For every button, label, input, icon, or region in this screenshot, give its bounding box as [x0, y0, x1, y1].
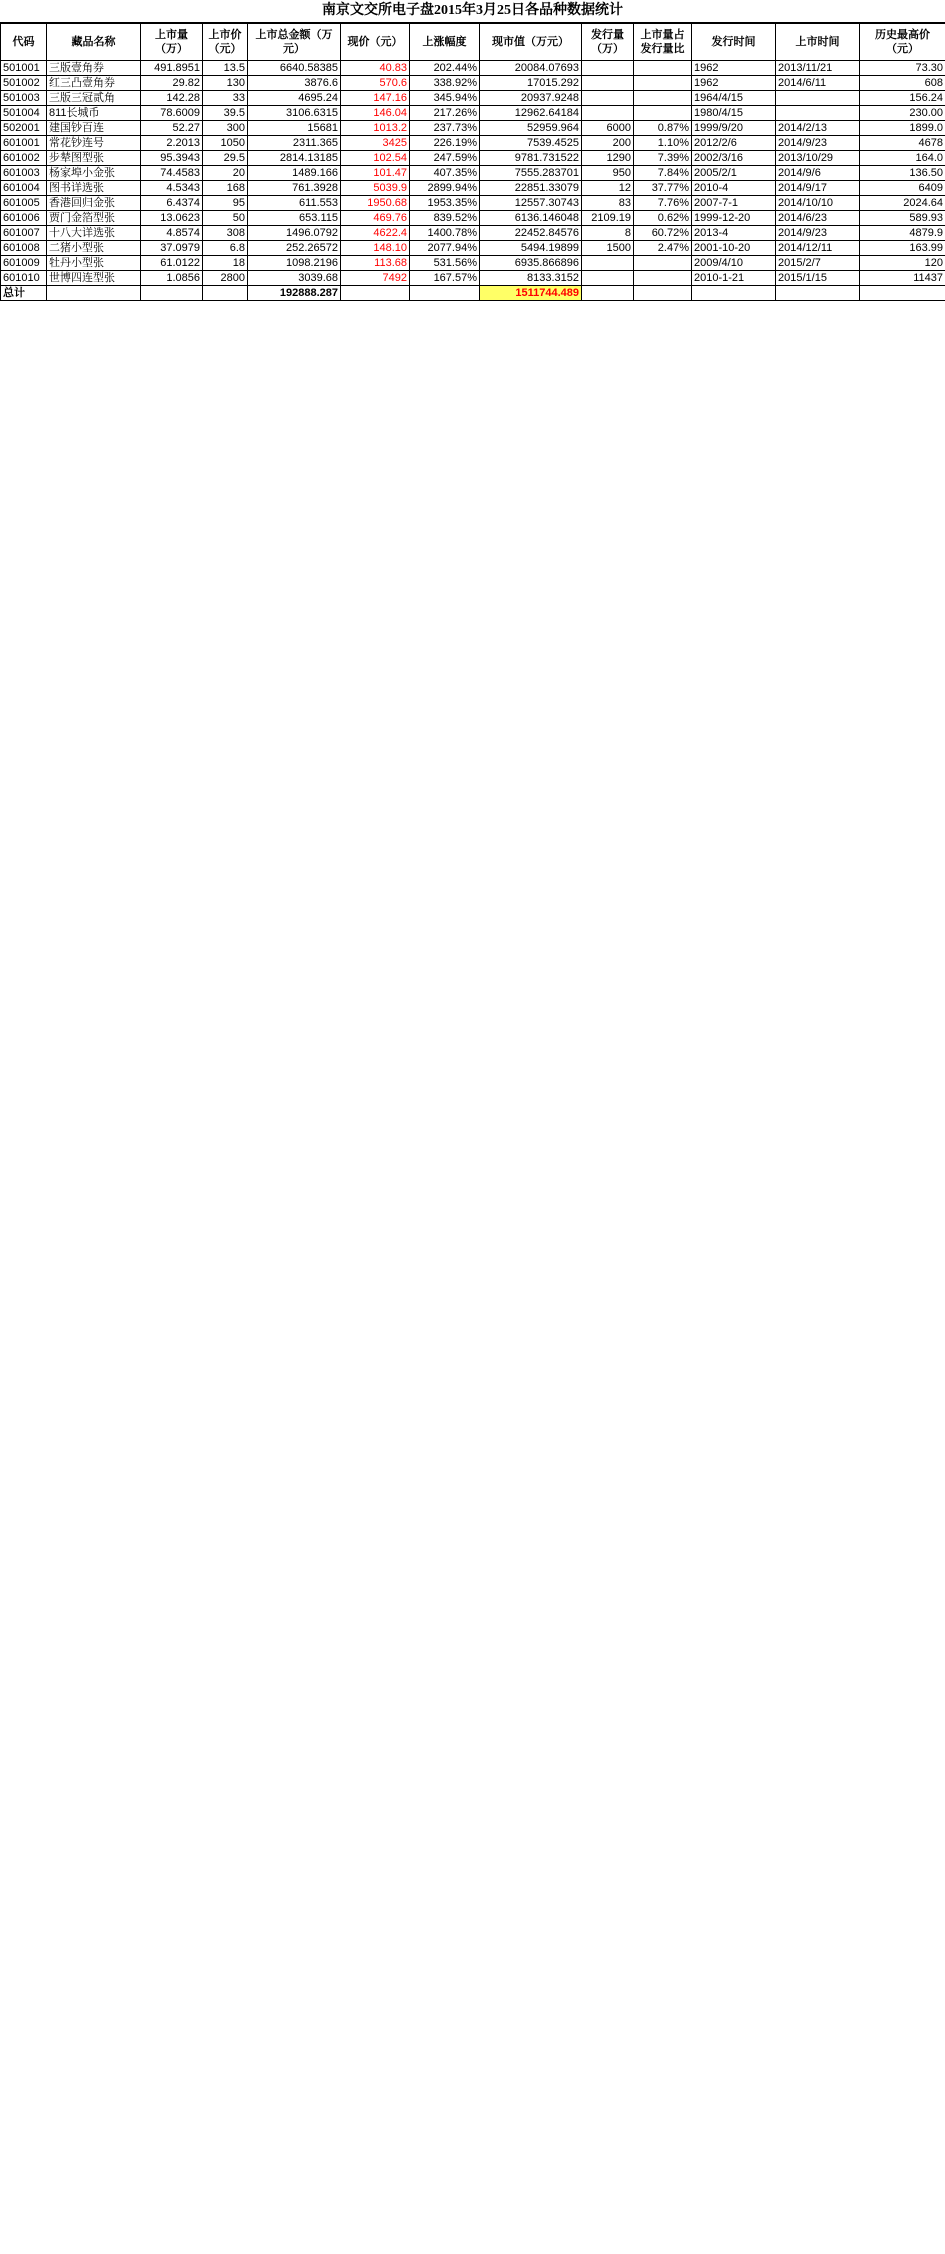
cell-list-time: 2014/9/6	[776, 166, 860, 181]
cell-issue	[582, 106, 634, 121]
header-qty: 上市量（万）	[141, 24, 203, 61]
cell-list-time: 2013/11/21	[776, 61, 860, 76]
cell-name: 红三凸壹角券	[47, 76, 141, 91]
header-ratio: 上市量占发行量比	[634, 24, 692, 61]
cell-list-time: 2015/2/7	[776, 256, 860, 271]
cell-ratio: 37.77%	[634, 181, 692, 196]
cell-rise: 2899.94%	[410, 181, 480, 196]
cell-list-price: 50	[203, 211, 248, 226]
table-row	[1, 241, 945, 256]
cell-code: 601003	[1, 166, 47, 181]
cell-issue: 6000	[582, 121, 634, 136]
page	[0, 0, 945, 301]
cell-list-price: 2800	[203, 271, 248, 286]
cell-ratio	[634, 61, 692, 76]
cell-total: 3876.6	[248, 76, 341, 91]
cell-issue-time: 2013-4	[692, 226, 776, 241]
cell-list-price: 300	[203, 121, 248, 136]
cell-rise: 237.73%	[410, 121, 480, 136]
cell-code: 501003	[1, 91, 47, 106]
cell-market-value: 52959.964	[480, 121, 582, 136]
table-row	[1, 61, 945, 76]
cell-high: 136.50	[860, 166, 945, 181]
cell-issue-time: 1999/9/20	[692, 121, 776, 136]
cell-total: 611.553	[248, 196, 341, 211]
cell-qty: 13.0623	[141, 211, 203, 226]
table-row	[1, 196, 945, 211]
cell-high: 4879.9	[860, 226, 945, 241]
cell-total: 761.3928	[248, 181, 341, 196]
cell-name: 牡丹小型张	[47, 256, 141, 271]
cell-issue: 12	[582, 181, 634, 196]
cell-list-time	[776, 106, 860, 121]
cell-list-price: 18	[203, 256, 248, 271]
page-title: 南京文交所电子盘2015年3月25日各品种数据统计	[0, 0, 945, 23]
cell-list-price: 33	[203, 91, 248, 106]
header-code: 代码	[1, 24, 47, 61]
cell-high: 164.0	[860, 151, 945, 166]
cell-high: 120	[860, 256, 945, 271]
table-row	[1, 121, 945, 136]
cell-total: 2814.13185	[248, 151, 341, 166]
cell-ratio: 7.39%	[634, 151, 692, 166]
cell-rise: 167.57%	[410, 271, 480, 286]
header-current-price: 现价（元）	[341, 24, 410, 61]
cell-rise: 345.94%	[410, 91, 480, 106]
cell-name: 811长城币	[47, 106, 141, 121]
cell-list-price: 6.8	[203, 241, 248, 256]
cell-qty: 61.0122	[141, 256, 203, 271]
cell-name: 三版壹角券	[47, 61, 141, 76]
cell-total: 4695.24	[248, 91, 341, 106]
cell-name: 世博四连型张	[47, 271, 141, 286]
cell-issue: 8	[582, 226, 634, 241]
cell-issue: 2109.19	[582, 211, 634, 226]
cell-ratio: 0.62%	[634, 211, 692, 226]
cell-issue	[582, 91, 634, 106]
header-name: 藏品名称	[47, 24, 141, 61]
cell-rise: 1953.35%	[410, 196, 480, 211]
cell-list-time: 2013/10/29	[776, 151, 860, 166]
cell-high: 589.93	[860, 211, 945, 226]
cell-total: 6640.58385	[248, 61, 341, 76]
cell-issue-time: 1962	[692, 76, 776, 91]
cell-issue-time: 2005/2/1	[692, 166, 776, 181]
cell-ratio	[634, 256, 692, 271]
cell-list-price: 130	[203, 76, 248, 91]
cell-issue-time: 1964/4/15	[692, 91, 776, 106]
cell-market-value: 22452.84576	[480, 226, 582, 241]
table-row	[1, 211, 945, 226]
header-high: 历史最高价（元）	[860, 24, 945, 61]
cell-market-value: 5494.19899	[480, 241, 582, 256]
cell-market-value: 12557.30743	[480, 196, 582, 211]
cell-total: 3039.68	[248, 271, 341, 286]
table-row	[1, 226, 945, 241]
cell-total: 1496.0792	[248, 226, 341, 241]
cell-market-value: 9781.731522	[480, 151, 582, 166]
header-list-time: 上市时间	[776, 24, 860, 61]
cell-total: 1098.2196	[248, 256, 341, 271]
table-row	[1, 76, 945, 91]
cell-current-price: 4622.4	[341, 226, 410, 241]
cell-current-price: 5039.9	[341, 181, 410, 196]
cell-code: 501002	[1, 76, 47, 91]
cell-market-value: 6136.146048	[480, 211, 582, 226]
cell-qty: 37.0979	[141, 241, 203, 256]
cell-issue-time: 1962	[692, 61, 776, 76]
cell-name: 步辇图型张	[47, 151, 141, 166]
cell-high: 11437	[860, 271, 945, 286]
cell-ratio: 2.47%	[634, 241, 692, 256]
table-row	[1, 151, 945, 166]
cell-current-price: 469.76	[341, 211, 410, 226]
cell-current-price: 40.83	[341, 61, 410, 76]
cell-rise: 407.35%	[410, 166, 480, 181]
cell-name: 十八大详选张	[47, 226, 141, 241]
cell-rise: 202.44%	[410, 61, 480, 76]
cell-issue: 1500	[582, 241, 634, 256]
cell-qty: 142.28	[141, 91, 203, 106]
cell-name: 建国钞百连	[47, 121, 141, 136]
cell-rise: 2077.94%	[410, 241, 480, 256]
cell-current-price: 147.16	[341, 91, 410, 106]
cell-code: 501004	[1, 106, 47, 121]
cell-rise: 226.19%	[410, 136, 480, 151]
cell-total: 2311.365	[248, 136, 341, 151]
cell-issue: 950	[582, 166, 634, 181]
cell-ratio	[634, 91, 692, 106]
cell-list-price: 1050	[203, 136, 248, 151]
total-amount: 192888.287	[248, 286, 341, 301]
cell-list-time: 2014/2/13	[776, 121, 860, 136]
cell-rise: 531.56%	[410, 256, 480, 271]
cell-qty: 95.3943	[141, 151, 203, 166]
cell-current-price: 148.10	[341, 241, 410, 256]
cell-high: 608	[860, 76, 945, 91]
cell-list-time: 2014/9/23	[776, 136, 860, 151]
header-total: 上市总金额（万元）	[248, 24, 341, 61]
cell-code: 601001	[1, 136, 47, 151]
cell-issue: 200	[582, 136, 634, 151]
cell-market-value: 20937.9248	[480, 91, 582, 106]
table-row	[1, 136, 945, 151]
cell-qty: 1.0856	[141, 271, 203, 286]
cell-qty: 2.2013	[141, 136, 203, 151]
cell-list-time: 2014/9/17	[776, 181, 860, 196]
cell-name: 杨家埠小金张	[47, 166, 141, 181]
total-market-value: 1511744.489	[480, 286, 582, 301]
cell-list-price: 20	[203, 166, 248, 181]
cell-issue-time: 2007-7-1	[692, 196, 776, 211]
cell-list-time: 2014/6/11	[776, 76, 860, 91]
table-row	[1, 106, 945, 121]
cell-total: 3106.6315	[248, 106, 341, 121]
cell-high: 2024.64	[860, 196, 945, 211]
cell-total: 252.26572	[248, 241, 341, 256]
cell-issue-time: 2001-10-20	[692, 241, 776, 256]
cell-high: 156.24	[860, 91, 945, 106]
cell-code: 601008	[1, 241, 47, 256]
cell-issue-time: 2010-4	[692, 181, 776, 196]
cell-market-value: 7539.4525	[480, 136, 582, 151]
table-row	[1, 256, 945, 271]
cell-market-value: 17015.292	[480, 76, 582, 91]
cell-list-time	[776, 91, 860, 106]
cell-name: 香港回归金张	[47, 196, 141, 211]
cell-rise: 338.92%	[410, 76, 480, 91]
cell-list-time: 2014/12/11	[776, 241, 860, 256]
cell-issue-time: 2012/2/6	[692, 136, 776, 151]
cell-qty: 29.82	[141, 76, 203, 91]
cell-qty: 4.8574	[141, 226, 203, 241]
cell-list-time: 2015/1/15	[776, 271, 860, 286]
header-rise: 上涨幅度	[410, 24, 480, 61]
table-row	[1, 271, 945, 286]
cell-issue	[582, 61, 634, 76]
cell-code: 601010	[1, 271, 47, 286]
cell-ratio: 60.72%	[634, 226, 692, 241]
cell-issue	[582, 256, 634, 271]
cell-issue: 1290	[582, 151, 634, 166]
cell-ratio: 7.84%	[634, 166, 692, 181]
table-row	[1, 181, 945, 196]
cell-name: 三版三冠贰角	[47, 91, 141, 106]
total-row	[1, 286, 945, 301]
cell-issue-time: 1999-12-20	[692, 211, 776, 226]
cell-qty: 491.8951	[141, 61, 203, 76]
cell-rise: 217.26%	[410, 106, 480, 121]
header-issue-time: 发行时间	[692, 24, 776, 61]
cell-current-price: 102.54	[341, 151, 410, 166]
cell-list-price: 168	[203, 181, 248, 196]
cell-rise: 839.52%	[410, 211, 480, 226]
cell-code: 502001	[1, 121, 47, 136]
cell-qty: 4.5343	[141, 181, 203, 196]
total-label: 总计	[1, 286, 47, 301]
cell-high: 230.00	[860, 106, 945, 121]
cell-current-price: 7492	[341, 271, 410, 286]
cell-code: 601004	[1, 181, 47, 196]
header-market-value: 现市值（万元）	[480, 24, 582, 61]
cell-code: 501001	[1, 61, 47, 76]
cell-name: 贾门金箔型张	[47, 211, 141, 226]
table-body	[1, 61, 945, 286]
cell-high: 163.99	[860, 241, 945, 256]
cell-rise: 1400.78%	[410, 226, 480, 241]
header-list-price: 上市价（元）	[203, 24, 248, 61]
cell-list-price: 29.5	[203, 151, 248, 166]
cell-issue: 83	[582, 196, 634, 211]
cell-list-price: 95	[203, 196, 248, 211]
cell-list-price: 13.5	[203, 61, 248, 76]
cell-qty: 52.27	[141, 121, 203, 136]
cell-issue	[582, 76, 634, 91]
cell-market-value: 8133.3152	[480, 271, 582, 286]
cell-current-price: 1950.68	[341, 196, 410, 211]
cell-high: 1899.0	[860, 121, 945, 136]
cell-name: 二猪小型张	[47, 241, 141, 256]
cell-issue	[582, 271, 634, 286]
cell-total: 15681	[248, 121, 341, 136]
cell-current-price: 146.04	[341, 106, 410, 121]
cell-issue-time: 2002/3/16	[692, 151, 776, 166]
cell-current-price: 1013.2	[341, 121, 410, 136]
cell-list-time: 2014/6/23	[776, 211, 860, 226]
cell-qty: 74.4583	[141, 166, 203, 181]
cell-list-price: 39.5	[203, 106, 248, 121]
cell-current-price: 570.6	[341, 76, 410, 91]
cell-high: 73.30	[860, 61, 945, 76]
cell-rise: 247.59%	[410, 151, 480, 166]
cell-ratio: 7.76%	[634, 196, 692, 211]
cell-issue-time: 2010-1-21	[692, 271, 776, 286]
cell-high: 4678	[860, 136, 945, 151]
cell-name: 图书详选张	[47, 181, 141, 196]
cell-list-time: 2014/9/23	[776, 226, 860, 241]
cell-market-value: 12962.64184	[480, 106, 582, 121]
cell-code: 601009	[1, 256, 47, 271]
cell-market-value: 20084.07693	[480, 61, 582, 76]
header-issue: 发行量（万）	[582, 24, 634, 61]
cell-qty: 6.4374	[141, 196, 203, 211]
cell-ratio	[634, 271, 692, 286]
header-row	[1, 24, 945, 61]
cell-current-price: 3425	[341, 136, 410, 151]
cell-name: 常花钞连号	[47, 136, 141, 151]
cell-issue-time: 2009/4/10	[692, 256, 776, 271]
cell-ratio: 0.87%	[634, 121, 692, 136]
cell-code: 601002	[1, 151, 47, 166]
cell-ratio	[634, 106, 692, 121]
cell-market-value: 6935.866896	[480, 256, 582, 271]
table-row	[1, 91, 945, 106]
cell-current-price: 101.47	[341, 166, 410, 181]
cell-high: 6409	[860, 181, 945, 196]
cell-current-price: 113.68	[341, 256, 410, 271]
cell-list-time: 2014/10/10	[776, 196, 860, 211]
cell-qty: 78.6009	[141, 106, 203, 121]
cell-code: 601006	[1, 211, 47, 226]
cell-issue-time: 1980/4/15	[692, 106, 776, 121]
cell-ratio: 1.10%	[634, 136, 692, 151]
cell-list-price: 308	[203, 226, 248, 241]
cell-ratio	[634, 76, 692, 91]
cell-market-value: 7555.283701	[480, 166, 582, 181]
cell-code: 601005	[1, 196, 47, 211]
cell-market-value: 22851.33079	[480, 181, 582, 196]
cell-total: 653.115	[248, 211, 341, 226]
data-table	[0, 23, 945, 301]
table-row	[1, 166, 945, 181]
cell-code: 601007	[1, 226, 47, 241]
cell-total: 1489.166	[248, 166, 341, 181]
